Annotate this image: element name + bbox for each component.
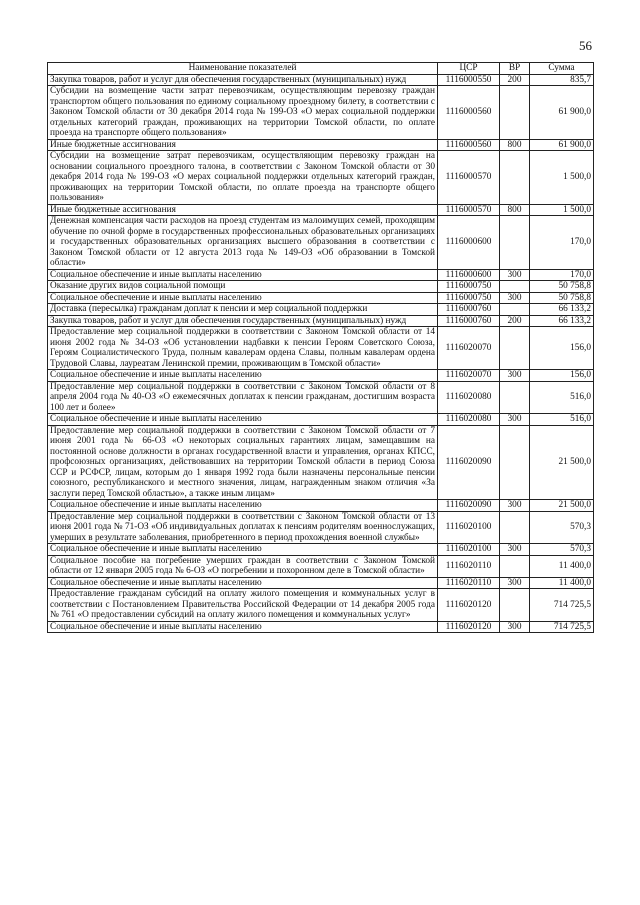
cell-csr: 1116020110 [438,555,500,577]
cell-sum: 21 500,0 [530,425,594,500]
table-row [48,577,594,589]
cell-name: Социальное пособие на погребение умерших граждан в соответствии с Законом Томской области от 12 января 2005 года № 6-ОЗ «О погребении и похоронном деле в Томской области» [48,555,438,577]
cell-csr: 1116000560 [438,86,500,140]
cell-vr [500,216,530,270]
cell-csr: 1116000750 [438,292,500,304]
page-number: 56 [579,38,592,53]
header-name: Наименование показателей [48,63,438,75]
table-row [48,370,594,382]
cell-sum: 570,3 [530,511,594,544]
cell-sum: 516,0 [530,414,594,426]
cell-name: Предоставление гражданам субсидий на оплату жилого помещения и коммунальных услуг в соответствии с Постановлением Правительства Российской Федерации от 14 декабря 2005 года № 761 «О предоставлении субсидий на оплату жилого помещения и коммунальных услуг» [48,589,438,622]
cell-csr: 1116020070 [438,370,500,382]
cell-sum: 66 133,2 [530,304,594,316]
table-row [48,292,594,304]
cell-name: Социальное обеспечение и иные выплаты населению [48,292,438,304]
cell-vr [500,555,530,577]
cell-csr: 1116000750 [438,281,500,293]
cell-vr: 300 [500,577,530,589]
table-body [48,74,594,633]
table-row [48,500,594,512]
cell-sum: 516,0 [530,381,594,414]
cell-vr: 300 [500,269,530,281]
cell-sum: 11 400,0 [530,555,594,577]
table-row [48,151,594,205]
cell-vr: 300 [500,370,530,382]
cell-name: Иные бюджетные ассигнования [48,204,438,216]
cell-vr [500,327,530,370]
table-row [48,381,594,414]
cell-csr: 1116020090 [438,425,500,500]
table-row [48,204,594,216]
cell-csr: 1116000600 [438,269,500,281]
cell-sum: 1 500,0 [530,151,594,205]
table-row [48,216,594,270]
cell-name: Субсидии на возмещение части затрат перевозчикам, осуществляющим перевозку граждан транспортом общего пользования по единому социальному проездному билету, в соответствии с Законом Томской области от 30 декабря 2014 года № 199-ОЗ «О мерах социальной поддержки отдельных категорий граждан, проживающих на территории Томской области, по оплате проезда на транспорте общего пользования» [48,86,438,140]
cell-csr: 1116000560 [438,139,500,151]
table-row [48,86,594,140]
table-row [48,304,594,316]
cell-name: Оказание других видов социальной помощи [48,281,438,293]
table-header-row [48,63,594,75]
cell-csr: 1116020120 [438,589,500,622]
cell-name: Социальное обеспечение и иные выплаты населению [48,500,438,512]
cell-vr [500,381,530,414]
cell-name: Социальное обеспечение и иные выплаты населению [48,414,438,426]
cell-sum: 156,0 [530,327,594,370]
cell-name: Доставка (пересылка) гражданам доплат к пенсии и мер социальной поддержки [48,304,438,316]
table-row [48,139,594,151]
table-row [48,621,594,633]
cell-vr [500,511,530,544]
cell-vr [500,304,530,316]
table-row [48,327,594,370]
cell-vr: 200 [500,74,530,86]
cell-sum: 714 725,5 [530,589,594,622]
cell-csr: 1116000550 [438,74,500,86]
cell-csr: 1116020080 [438,381,500,414]
cell-name: Социальное обеспечение и иные выплаты населению [48,269,438,281]
cell-csr: 1116000570 [438,204,500,216]
cell-csr: 1116020120 [438,621,500,633]
table-row [48,269,594,281]
cell-csr: 1116000600 [438,216,500,270]
cell-vr [500,86,530,140]
cell-sum: 156,0 [530,370,594,382]
cell-csr: 1116000570 [438,151,500,205]
cell-name: Иные бюджетные ассигнования [48,139,438,151]
table-row [48,544,594,556]
table-row [48,281,594,293]
cell-vr: 300 [500,500,530,512]
cell-csr: 1116020100 [438,544,500,556]
cell-vr [500,151,530,205]
cell-name: Предоставление мер социальной поддержки в соответствии с Законом Томской области от 13 июня 2001 года № 71-ОЗ «Об индивидуальных доплатах к пенсиям родителям военнослужащих, умерших в результате заболевания, приобретенного в период прохождения военной службы» [48,511,438,544]
cell-vr: 800 [500,139,530,151]
cell-name: Предоставление мер социальной поддержки в соответствии с Законом Томской области от 7 июня 2001 года № 66-ОЗ «О некоторых социальных гарантиях лицам, замещавшим на постоянной основе должности в органах государственной власти и управления, органах КПСС, профсоюзных организациях, действовавших на территории Томской области в период Союза ССР и РСФСР, лицам, которым до 1 января 1992 года были назначены персональные пенсии союзного, республиканского и местного значения, лицам, награжденным знаком отличия «За заслуги перед Томской областью», а также иным лицам» [48,425,438,500]
cell-sum: 570,3 [530,544,594,556]
cell-vr [500,281,530,293]
cell-sum: 1 500,0 [530,204,594,216]
cell-sum: 714 725,5 [530,621,594,633]
table-row [48,315,594,327]
cell-name: Закупка товаров, работ и услуг для обеспечения государственных (муниципальных) нужд [48,74,438,86]
cell-vr [500,425,530,500]
cell-csr: 1116000760 [438,315,500,327]
cell-sum: 170,0 [530,216,594,270]
table-row [48,511,594,544]
cell-sum: 50 758,8 [530,292,594,304]
table-row [48,425,594,500]
cell-name: Социальное обеспечение и иные выплаты населению [48,544,438,556]
cell-sum: 50 758,8 [530,281,594,293]
cell-sum: 170,0 [530,269,594,281]
cell-vr: 300 [500,292,530,304]
cell-name: Социальное обеспечение и иные выплаты населению [48,577,438,589]
cell-vr: 200 [500,315,530,327]
cell-csr: 1116020100 [438,511,500,544]
table-row [48,74,594,86]
cell-name: Предоставление мер социальной поддержки в соответствии с Законом Томской области от 8 апреля 2004 года № 40-ОЗ «О ежемесячных доплатах к пенсии гражданам, достигшим возраста 100 лет и более» [48,381,438,414]
cell-sum: 21 500,0 [530,500,594,512]
cell-vr: 800 [500,204,530,216]
cell-vr [500,589,530,622]
cell-vr: 300 [500,414,530,426]
cell-sum: 61 900,0 [530,86,594,140]
header-csr: ЦСР [438,63,500,75]
table-row [48,555,594,577]
table-row [48,414,594,426]
cell-sum: 835,7 [530,74,594,86]
cell-csr: 1116020080 [438,414,500,426]
table-row [48,589,594,622]
cell-vr: 300 [500,544,530,556]
cell-name: Субсидии на возмещение затрат перевозчикам, осуществляющим перевозку граждан на основании социального проездного талона, в соответствии с Законом Томской области от 30 декабря 2014 года № 199-ОЗ «О мерах социальной поддержки отдельных категорий граждан, проживающих на территории Томской области, по оплате проезда на транспорте общего пользования» [48,151,438,205]
cell-name: Закупка товаров, работ и услуг для обеспечения государственных (муниципальных) нужд [48,315,438,327]
cell-name: Социальное обеспечение и иные выплаты населению [48,370,438,382]
cell-sum: 61 900,0 [530,139,594,151]
cell-csr: 1116000760 [438,304,500,316]
cell-csr: 1116020070 [438,327,500,370]
cell-name: Денежная компенсация части расходов на проезд студентам из малоимущих семей, проходящим обучение по очной форме в государственных профессиональных образовательных организациях и государственных образовательных организациях высшего образования в соответствии с Законом Томской области от 12 августа 2013 года № 149-ОЗ «Об образовании в Томской области» [48,216,438,270]
cell-csr: 1116020090 [438,500,500,512]
header-vr: ВР [500,63,530,75]
cell-vr: 300 [500,621,530,633]
cell-csr: 1116020110 [438,577,500,589]
budget-table [47,62,594,633]
cell-sum: 11 400,0 [530,577,594,589]
cell-name: Предоставление мер социальной поддержки в соответствии с Законом Томской области от 14 июня 2002 года № 34-ОЗ «Об установлении надбавки к пенсии Героям Советского Союза, Героям Социалистического Труда, полным кавалерам ордена Славы, полным кавалерам ордена Трудовой Славы, лауреатам Ленинской премии, проживающим в Томской области» [48,327,438,370]
cell-name: Социальное обеспечение и иные выплаты населению [48,621,438,633]
header-sum: Сумма [530,63,594,75]
cell-sum: 66 133,2 [530,315,594,327]
